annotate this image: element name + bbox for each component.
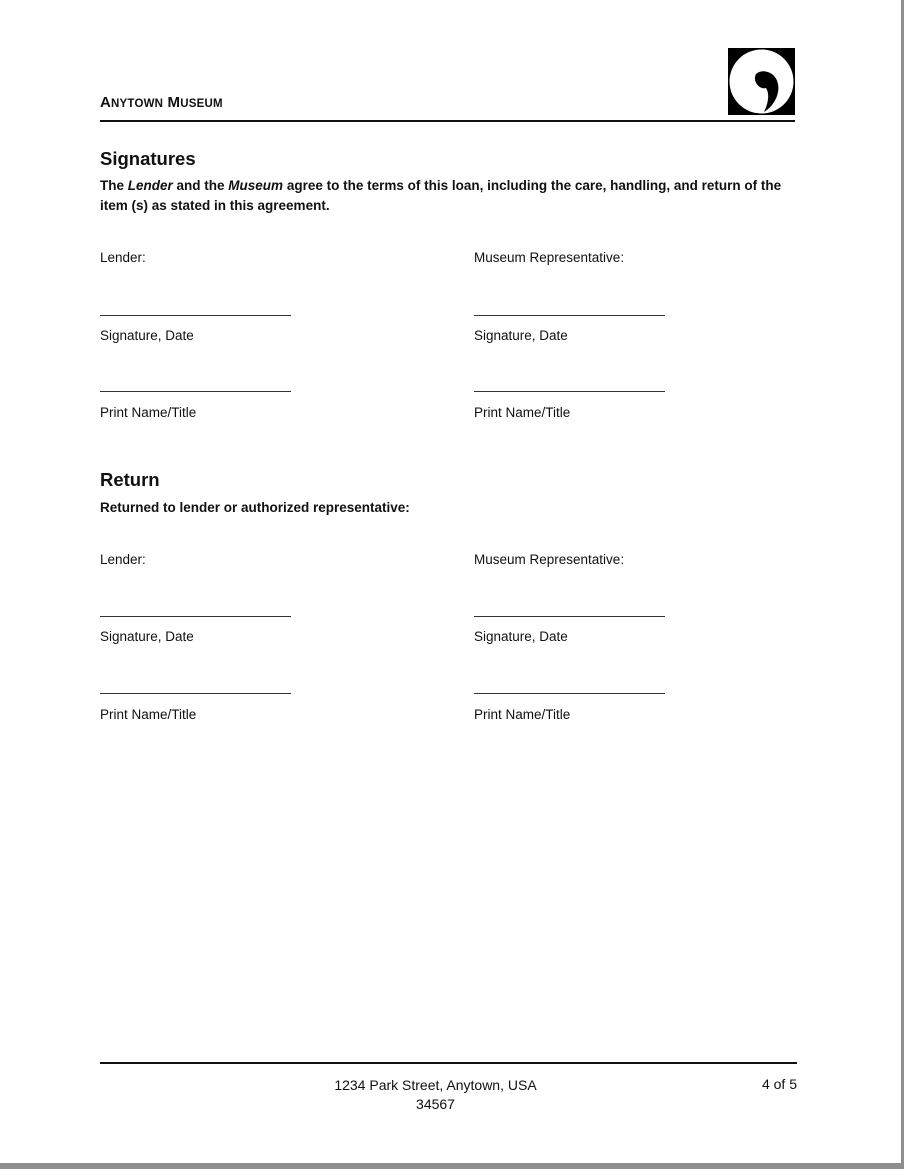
org-name: ANYTOWN MUSEUM — [100, 94, 223, 111]
return-heading: Return — [100, 469, 160, 490]
signatures-heading: Signatures — [100, 148, 196, 169]
ret-museum-rep-label: Museum Representative: — [474, 552, 625, 567]
sig-lender-signature-line[interactable] — [100, 315, 291, 316]
sig-museum-name-line[interactable] — [474, 391, 665, 392]
footer-address-line1: 1234 Park Street, Anytown, USA — [334, 1077, 537, 1093]
return-subtitle: Returned to lender or authorized representative: — [100, 500, 410, 515]
footer-address-line2: 34567 — [416, 1096, 455, 1112]
ret-museum-signature-line[interactable] — [474, 616, 665, 617]
footer-address — [300, 1076, 571, 1114]
sig-museum-rep-label: Museum Representative: — [474, 250, 625, 265]
ret-museum-signature-label: Signature, Date — [474, 629, 568, 644]
sig-museum-signature-label: Signature, Date — [474, 328, 568, 343]
ret-lender-signature-line[interactable] — [100, 616, 291, 617]
ret-lender-print-label: Print Name/Title — [100, 707, 197, 722]
sig-lender-name-line[interactable] — [100, 391, 291, 392]
sig-lender-print-label: Print Name/Title — [100, 405, 197, 420]
ret-lender-name-line[interactable] — [100, 693, 291, 694]
ret-museum-name-line[interactable] — [474, 693, 665, 694]
sig-museum-signature-line[interactable] — [474, 315, 665, 316]
museum-logo-icon — [728, 48, 795, 115]
ret-lender-signature-label: Signature, Date — [100, 629, 194, 644]
sig-museum-print-label: Print Name/Title — [474, 405, 571, 420]
ret-museum-print-label: Print Name/Title — [474, 707, 571, 722]
sig-lender-label: Lender: — [100, 250, 146, 265]
signatures-intro: The Lender and the Museum agree to the terms of this loan, including the care, handling, and return of the item (s) as stated in this agreement. — [100, 178, 782, 213]
page-number: 4 of 5 — [761, 1076, 797, 1092]
header-rule — [100, 120, 795, 122]
sig-lender-signature-label: Signature, Date — [100, 328, 194, 343]
ret-lender-label: Lender: — [100, 552, 146, 567]
footer-rule — [100, 1062, 797, 1064]
